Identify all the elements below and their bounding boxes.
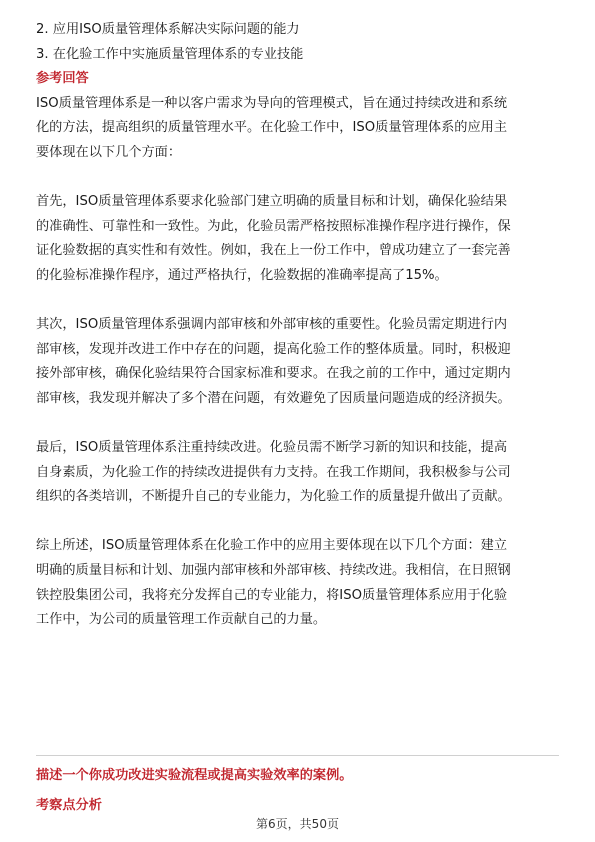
text-line: 化的方法，提高组织的质量管理水平。在化验工作中，ISO质量管理体系的应用主 <box>36 120 508 136</box>
list-item: 3. 在化验工作中实施质量管理体系的专业技能 <box>36 46 304 62</box>
question-heading: 描述一个你成功改进实验流程或提高实验效率的案例。 <box>36 768 353 783</box>
text-line: 综上所述，ISO质量管理体系在化验工作中的应用主要体现在以下几个方面：建立 <box>36 538 508 554</box>
text-line: 最后，ISO质量管理体系注重持续改进。化验员需不断学习新的知识和技能，提高 <box>36 440 508 456</box>
text-line: 要体现在以下几个方面： <box>36 144 182 160</box>
text-line: 首先，ISO质量管理体系要求化验部门建立明确的质量目标和计划，确保化验结果 <box>36 194 508 210</box>
text-line: 自身素质，为化验工作的持续改进提供有力支持。在我工作期间，我积极参与公司 <box>36 464 511 480</box>
text-line: 的准确性、可靠性和一致性。为此，化验员需严格按照标准操作程序进行操作，保 <box>36 218 511 234</box>
list-item: 2. 应用ISO质量管理体系解决实际问题的能力 <box>36 22 300 37</box>
page-number: 第6页，共50页 <box>256 817 339 831</box>
analysis-heading: 考察点分析 <box>36 798 102 813</box>
paragraph-second <box>36 313 559 411</box>
document-body <box>36 18 559 657</box>
text-line: 接外部审核，确保化验结果符合国家标准和要求。在我之前的工作中，通过定期内 <box>36 366 511 382</box>
answer-heading: 参考回答 <box>36 71 89 87</box>
text-line: 部审核，发现并改进工作中存在的问题，提高化验工作的整体质量。同时，积极迎 <box>36 341 511 357</box>
paragraph-first <box>36 190 559 288</box>
text-line: 明确的质量目标和计划、加强内部审核和外部审核、持续改进。我相信，在日照钢 <box>36 563 511 579</box>
text-line: 部审核，我发现并解决了多个潜在问题，有效避免了因质量问题造成的经济损失。 <box>36 390 511 406</box>
text-line: ISO质量管理体系是一种以客户需求为导向的管理模式，旨在通过持续改进和系统 <box>36 95 508 111</box>
paragraph-intro <box>36 92 559 166</box>
text-line: 工作中，为公司的质量管理工作贡献自己的力量。 <box>36 612 327 628</box>
text-line: 其次，ISO质量管理体系强调内部审核和外部审核的重要性。化验员需定期进行内 <box>36 317 508 333</box>
text-line: 的化验标准操作程序，通过严格执行，化验数据的准确率提高了15%。 <box>36 267 448 283</box>
text-line: 证化验数据的真实性和有效性。例如，我在上一份工作中，曾成功建立了一套完善 <box>36 243 511 259</box>
text-line: 组织的各类培训，不断提升自己的专业能力，为化验工作的质量提升做出了贡献。 <box>36 489 511 505</box>
paragraph-summary <box>36 534 559 632</box>
section-divider <box>36 755 559 756</box>
paragraph-last <box>36 436 559 510</box>
text-line: 铁控股集团公司，我将充分发挥自己的专业能力，将ISO质量管理体系应用于化验 <box>36 587 508 603</box>
